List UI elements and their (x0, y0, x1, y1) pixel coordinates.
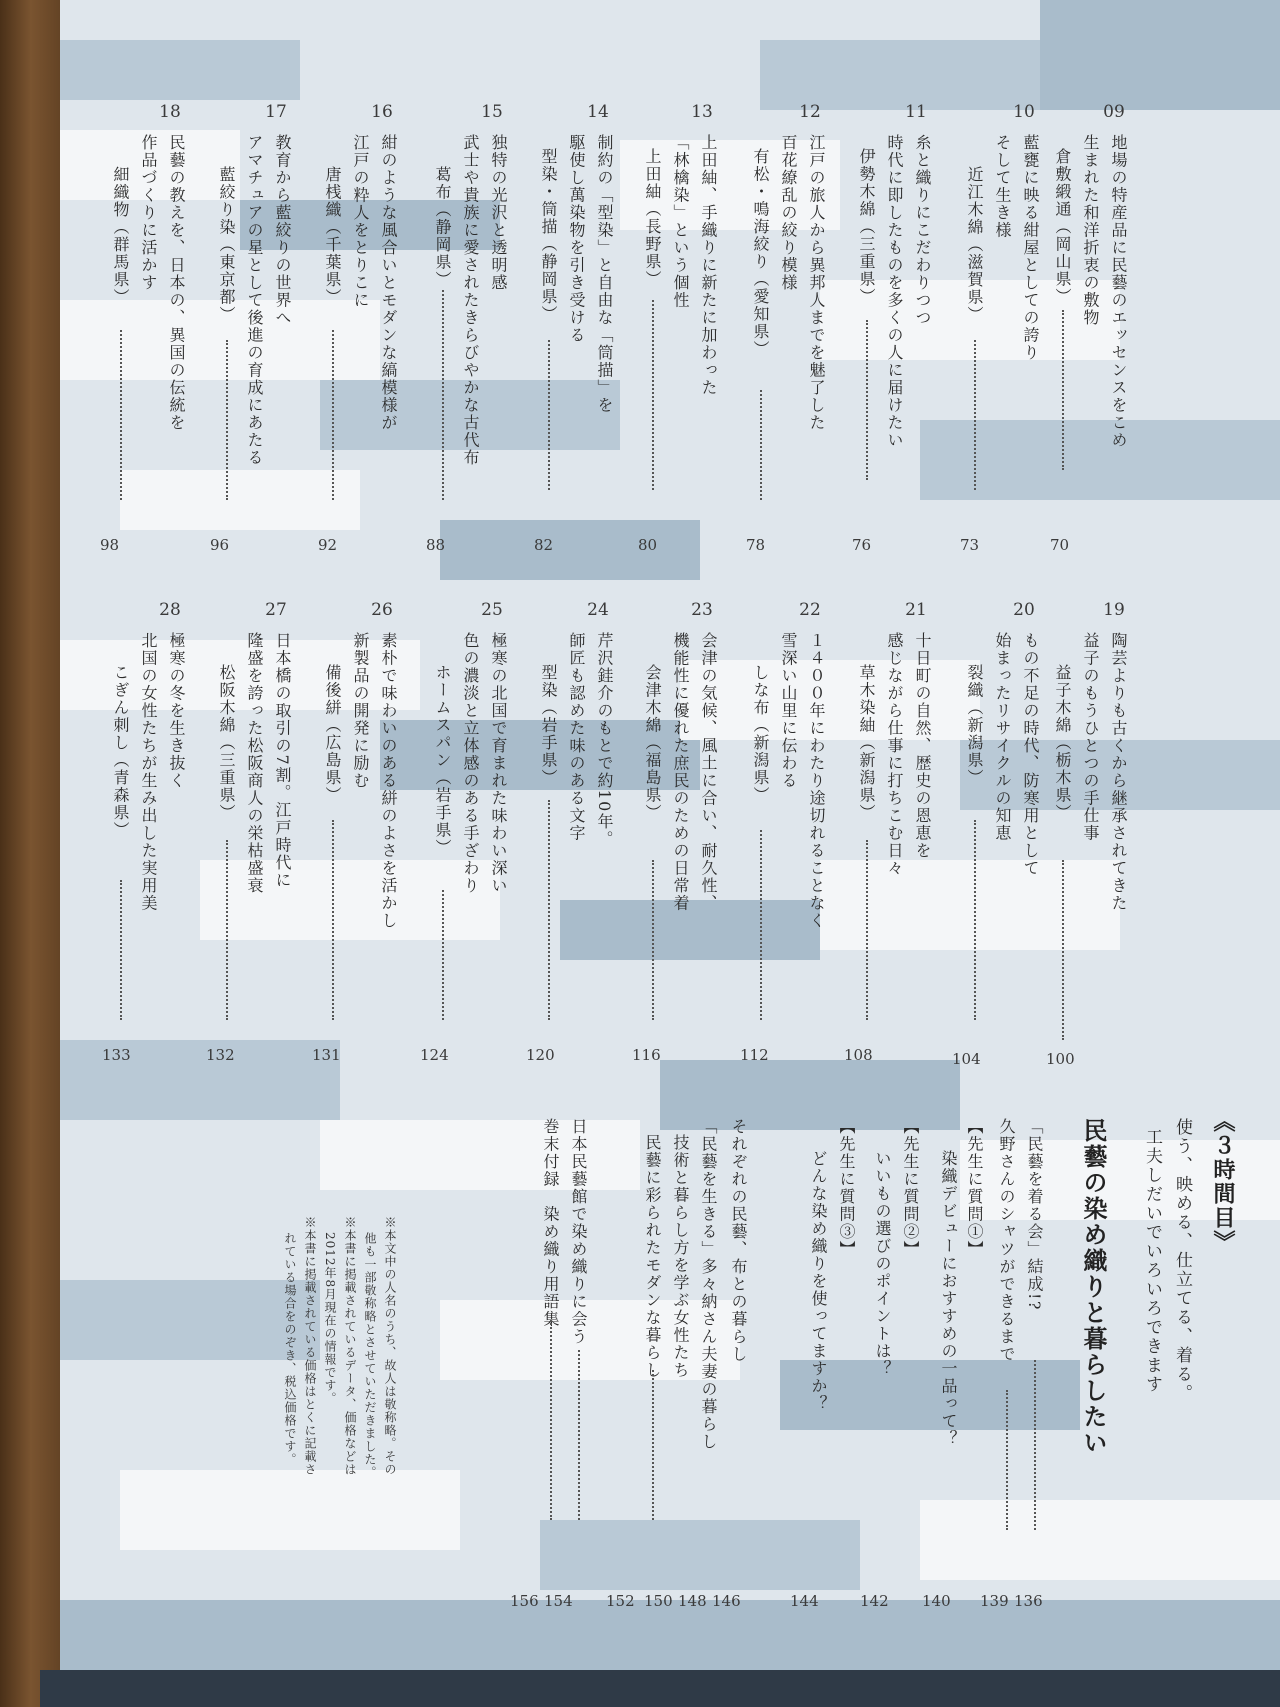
ikat-pattern (60, 40, 300, 100)
entry-number: 17 (265, 102, 287, 122)
extra-item: 技術と暮らし方を学ぶ女性たち (671, 1134, 690, 1379)
extra-heading: 【先生に質問②】 (901, 1118, 920, 1258)
page-number: 140 (922, 1592, 951, 1610)
entry-number: 23 (691, 600, 713, 620)
entry-item: しな布（新潟県） (751, 664, 770, 804)
entry-title: 陶芸よりも古くから継承されてきた (1109, 632, 1128, 912)
footnote: 2012年8月現在の情報です。 (323, 1232, 337, 1406)
extra-item: 民藝に彩られたモダンな暮らし (643, 1134, 662, 1379)
extra-item: 「民藝を生きる」多々納さん夫妻の暮らし (699, 1118, 718, 1451)
page-number: 131 (312, 1046, 341, 1064)
page-number: 76 (852, 536, 872, 554)
entry-number: 09 (1103, 102, 1125, 122)
entry-title: 芹沢銈介のもとで約10年。 (595, 632, 614, 848)
entry-title: 日本橋の取引の7割。江戸時代に (273, 632, 292, 889)
page-number: 82 (534, 536, 554, 554)
entry-subtitle: 隆盛を誇った松阪商人の栄枯盛衰 (245, 632, 264, 895)
entry-item: 近江木綿（滋賀県） (965, 166, 984, 324)
entry-title: 独特の光沢と透明感 (489, 134, 508, 292)
leader-dots (652, 300, 654, 490)
page-number: 133 (102, 1046, 131, 1064)
entry-number: 28 (159, 600, 181, 620)
entry-subtitle: 時代に即したものを多くの人に届けたい (885, 134, 904, 449)
entry-number: 22 (799, 600, 821, 620)
page-number: 92 (318, 536, 338, 554)
entry-item: 松阪木綿（三重県） (217, 664, 236, 822)
page-number: 142 (860, 1592, 889, 1610)
entry-item: ホームスパン（岩手県） (433, 664, 452, 857)
leader-dots (226, 340, 228, 500)
toc-page (60, 0, 1280, 1690)
entry-item: 細織物（群馬県） (111, 166, 130, 306)
extra-item: いいもの選びのポイントは？ (873, 1150, 892, 1378)
ikat-pattern (760, 40, 1040, 110)
ikat-pattern (920, 1500, 1280, 1580)
entry-subtitle: 感じながら仕事に打ちこむ日々 (885, 632, 904, 877)
section-lead-2: 工夫しだいでいろいろできます (1142, 1128, 1162, 1394)
page-number: 78 (746, 536, 766, 554)
entry-item: 倉敷緞通（岡山県） (1053, 148, 1072, 306)
book-spine (0, 0, 68, 1707)
page-number: 112 (740, 1046, 769, 1064)
entry-number: 21 (905, 600, 927, 620)
page-number: 100 (1046, 1050, 1075, 1068)
page-number: 144 (790, 1592, 819, 1610)
entry-number: 15 (481, 102, 503, 122)
page-number: 116 (632, 1046, 661, 1064)
entry-item: こぎん刺し（青森県） (111, 664, 130, 839)
ikat-pattern (1040, 0, 1280, 110)
leader-dots (866, 840, 868, 1020)
entry-item: 備後絣（広島県） (323, 664, 342, 804)
leader-dots (974, 340, 976, 490)
entry-item: 藍絞り染（東京都） (217, 166, 236, 324)
entry-title: １４００年にわたり途切れることなく (807, 632, 826, 930)
entry-subtitle: 生まれた和洋折衷の敷物 (1081, 134, 1100, 327)
leader-dots (548, 340, 550, 490)
page-number: 150 (644, 1592, 673, 1610)
entry-subtitle: 始まったリサイクルの知恵 (993, 632, 1012, 842)
entry-number: 25 (481, 600, 503, 620)
entry-subtitle: 江戸の粋人をとりこに (351, 134, 370, 309)
page-number: 156 (510, 1592, 539, 1610)
extra-item: それぞれの民藝、布との暮らし (729, 1118, 748, 1363)
extra-heading: 【先生に質問①】 (965, 1118, 984, 1258)
leader-dots (1062, 860, 1064, 1040)
entry-subtitle: 新製品の開発に励む (351, 632, 370, 790)
leader-dots (1006, 1390, 1008, 1530)
entry-subtitle: 機能性に優れた庶民のための日常着 (671, 632, 690, 912)
section-title: 民藝の染め織りと暮らしたい (1079, 1118, 1108, 1456)
page-number: 98 (100, 536, 120, 554)
table-surface (40, 1670, 1280, 1707)
entry-item: 型染（岩手県） (539, 664, 558, 787)
ikat-pattern (540, 1520, 860, 1590)
section-lead-1: 使う、映める、仕立てる、着る。 (1172, 1118, 1192, 1403)
page-number: 124 (420, 1046, 449, 1064)
entry-subtitle: 北国の女性たちが生み出した実用美 (139, 632, 158, 912)
page-number: 136 (1014, 1592, 1043, 1610)
extra-heading: 【先生に質問③】 (837, 1118, 856, 1258)
leader-dots (1034, 1360, 1036, 1530)
leader-dots (866, 320, 868, 480)
page-number: 139 (980, 1592, 1009, 1610)
entry-subtitle: そして生き様 (993, 134, 1012, 239)
entry-subtitle: 武士や貴族に愛されたきらびやかな古代布 (461, 134, 480, 467)
entry-subtitle: アマチュアの星として後進の育成にあたる (245, 134, 264, 467)
entry-title: 極寒の北国で育まれた味わい深い (489, 632, 508, 895)
page-number: 120 (526, 1046, 555, 1064)
entry-subtitle: 益子のもうひとつの手仕事 (1081, 632, 1100, 842)
page-number: 80 (638, 536, 658, 554)
ikat-pattern (120, 470, 360, 530)
footnote: 他も一部敬称略とさせていただきました。 (363, 1232, 377, 1479)
leader-dots (548, 800, 550, 1020)
extra-item: どんな染め織りを使ってますか？ (809, 1150, 828, 1413)
entry-subtitle: 作品づくりに活かす (139, 134, 158, 292)
leader-dots (652, 1370, 654, 1520)
entry-number: 20 (1013, 600, 1035, 620)
entry-item: 伊勢木綿（三重県） (857, 148, 876, 306)
ikat-pattern (60, 1280, 320, 1360)
entry-item: 会津木綿（福島県） (643, 664, 662, 822)
extra-item: 日本民藝館で染め織りに会う (569, 1118, 588, 1346)
page-number: 148 (678, 1592, 707, 1610)
leader-dots (974, 820, 976, 1020)
entry-subtitle: 雪深い山里に伝わる (779, 632, 798, 790)
entry-title: 教育から藍絞りの世界へ (273, 134, 292, 327)
entry-title: もの不足の時代、防寒用として (1021, 632, 1040, 877)
entry-title: 藍甕に映る紺屋としての誇り (1021, 134, 1040, 362)
entry-item: 草木染紬（新潟県） (857, 664, 876, 822)
entry-title: 上田紬、手織りに新たに加わった (699, 134, 718, 397)
footnote: ※本文中の人名のうち、故人は敬称略。その (383, 1216, 397, 1476)
leader-dots (120, 330, 122, 500)
leader-dots (550, 1320, 552, 1520)
ikat-pattern (820, 860, 1120, 950)
entry-title: 紺のような風合いとモダンな縞模様が (379, 134, 398, 432)
ikat-pattern (440, 520, 700, 580)
page-number: 96 (210, 536, 230, 554)
entry-number: 19 (1103, 600, 1125, 620)
entry-item: 型染・筒描（静岡県） (539, 148, 558, 323)
entry-number: 27 (265, 600, 287, 620)
entry-subtitle: 百花繚乱の絞り模様 (779, 134, 798, 292)
entry-title: 素朴で味わいのある絣のよさを活かし (379, 632, 398, 930)
ikat-pattern (320, 1120, 640, 1190)
leader-dots (760, 830, 762, 1020)
page-number: 154 (544, 1592, 573, 1610)
leader-dots (332, 820, 334, 1020)
entry-title: 制約の「型染」と自由な「筒描」を (595, 134, 614, 414)
entry-subtitle: 色の濃淡と立体感のある手ざわり (461, 632, 480, 895)
page-number: 132 (206, 1046, 235, 1064)
entry-number: 12 (799, 102, 821, 122)
entry-item: 上田紬（長野県） (643, 148, 662, 288)
entry-number: 14 (587, 102, 609, 122)
entry-item: 裂織（新潟県） (965, 664, 984, 787)
entry-title: 会津の気候、風土に合い、耐久性、 (699, 632, 718, 912)
leader-dots (652, 860, 654, 1020)
leader-dots (1062, 310, 1064, 470)
entry-item: 葛布（静岡県） (433, 166, 452, 289)
entry-number: 18 (159, 102, 181, 122)
entry-title: 民藝の教えを、日本の、異国の伝統を (167, 134, 186, 432)
entry-number: 26 (371, 600, 393, 620)
page-number: 70 (1050, 536, 1070, 554)
entry-subtitle: 師匠も認めた味のある文字 (567, 632, 586, 842)
ikat-pattern (440, 1300, 740, 1380)
entry-title: 十日町の自然、歴史の恩恵を (913, 632, 932, 860)
leader-dots (442, 290, 444, 500)
entry-title: 江戸の旅人から異邦人までを魅了した (807, 134, 826, 432)
extra-item: 「民藝を着る会」結成!? (1025, 1118, 1044, 1312)
page-number: 88 (426, 536, 446, 554)
ikat-pattern (560, 900, 820, 960)
ikat-pattern (680, 660, 980, 740)
entry-number: 13 (691, 102, 713, 122)
leader-dots (332, 330, 334, 500)
leader-dots (442, 890, 444, 1020)
entry-number: 10 (1013, 102, 1035, 122)
extra-item: 久野さんのシャツができるまで (997, 1118, 1016, 1363)
section-label: 《３時間目》 (1210, 1110, 1236, 1254)
entry-subtitle: 駆使し萬染物を引き受ける (567, 134, 586, 344)
entry-number: 11 (905, 102, 927, 122)
page-number: 152 (606, 1592, 635, 1610)
leader-dots (578, 1350, 580, 1520)
entry-item: 有松・鳴海絞り（愛知県） (751, 148, 770, 358)
leader-dots (760, 390, 762, 500)
ikat-pattern (120, 1470, 460, 1550)
page-number: 146 (712, 1592, 741, 1610)
entry-title: 極寒の冬を生き抜く (167, 632, 186, 790)
footnote: れている場合をのぞき、税込価格です。 (283, 1232, 297, 1466)
entry-title: 糸と織りにこだわりつつ (913, 134, 932, 327)
page-number: 73 (960, 536, 980, 554)
leader-dots (120, 880, 122, 1020)
entry-number: 16 (371, 102, 393, 122)
entry-item: 唐桟織（千葉県） (323, 166, 342, 306)
entry-item: 益子木綿（栃木県） (1053, 664, 1072, 822)
extra-item: 染織デビューにおすすめの一品って？ (939, 1150, 958, 1448)
footnote: ※本書に掲載されている価格はとくに記載さ (303, 1216, 317, 1476)
page-number: 108 (844, 1046, 873, 1064)
page-number: 104 (952, 1050, 981, 1068)
extra-item: 巻末付録 染め織り用語集 (541, 1118, 560, 1328)
leader-dots (226, 840, 228, 1020)
footnote: ※本書に掲載されているデータ、価格などは (343, 1216, 357, 1476)
entry-number: 24 (587, 600, 609, 620)
entry-subtitle: 「林檎染」という個性 (671, 134, 690, 309)
entry-title: 地場の特産品に民藝のエッセンスをこめ (1109, 134, 1128, 449)
